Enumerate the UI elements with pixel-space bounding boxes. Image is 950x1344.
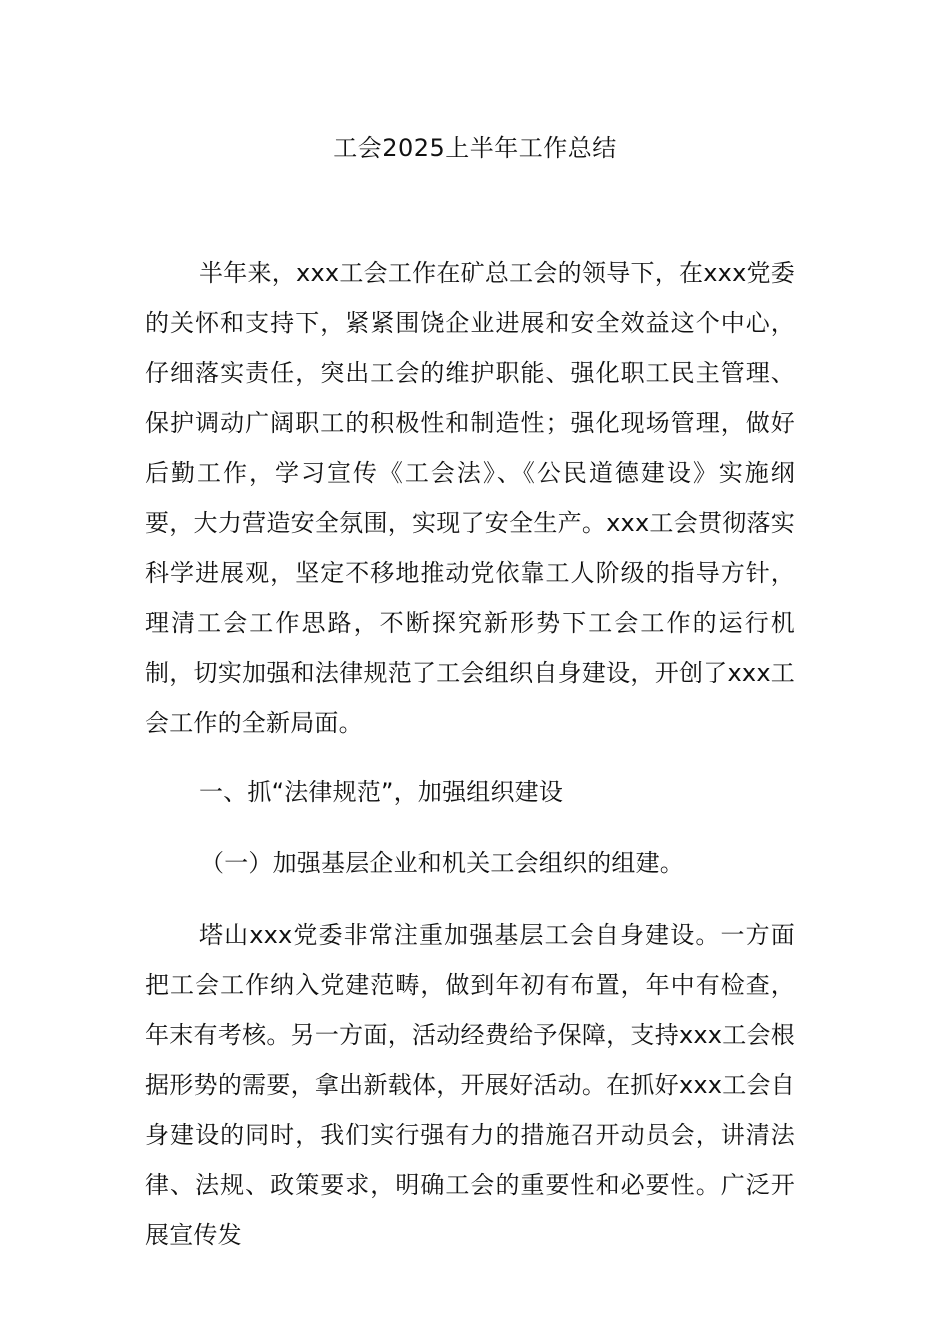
intro-paragraph: 半年来，xxx工会工作在矿总工会的领导下，在xxx党委的关怀和支持下，紧紧围饶企业进展和安全效益这个中心，仔细落实责任，突出工会的维护职能、强化职工民主管理、保护调动广阔职工的积极性和制造性；强化现场管理，做好后勤工作，学习宣传《工会法》、《公民道德建设》实施纲要，大力营造安全氛围，实现了安全生产。xxx工会贯彻落实科学进展观，坚定不移地推动党依靠工人阶级的指导方针，理清工会工作思路，不断探究新形势下工会工作的运行机制，切实加强和法律规范了工会组织自身建设，开创了xxx工会工作的全新局面。 [145, 259, 795, 737]
body-paragraph: 塔山xxx党委非常注重加强基层工会自身建设。一方面把工会工作纳入党建范畴，做到年初有布置，年中有检查，年末有考核。另一方面，活动经费给予保障，支持xxx工会根据形势的需要，拿出新载体，开展好活动。在抓好xxx工会自身建设的同时，我们实行强有力的措施召开动员会，讲清法律、法规、政策要求，明确工会的重要性和必要性。广泛开展宣传发 [145, 921, 795, 1249]
section-heading: 一、抓“法律规范”，加强组织建设 [199, 778, 564, 806]
subsection-heading: （一）加强基层企业和机关工会组织的组建。 [200, 849, 684, 877]
document-title: 工会2025上半年工作总结 [333, 134, 617, 162]
